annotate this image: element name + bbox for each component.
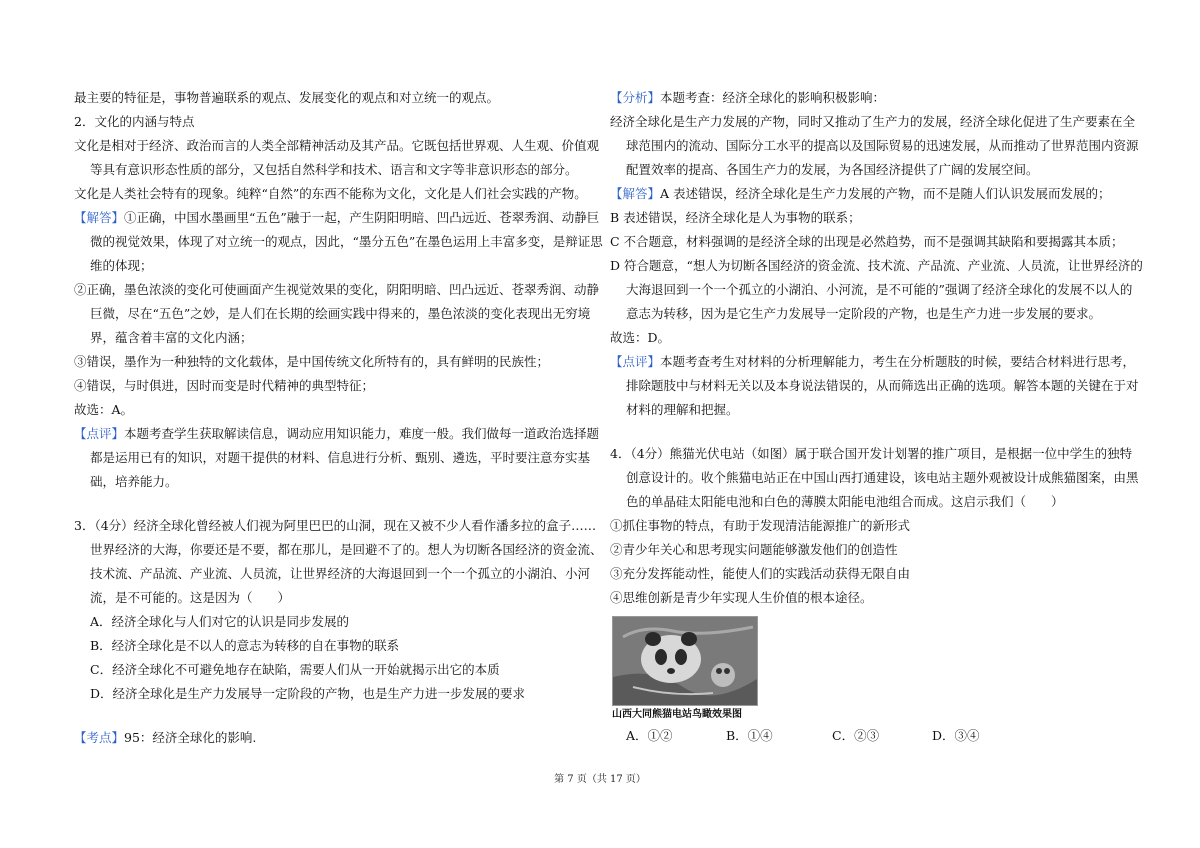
left-paragraph-line [74,278,600,302]
left-paragraph-line [74,182,594,206]
left-paragraph-line [74,206,600,230]
answer-option: C．②③ [832,728,880,743]
question-3-stem-text: 流，是不可能的。这是因为（ ） [90,590,291,605]
left-paragraph-line [74,110,594,134]
left-paragraph-line [74,254,594,278]
answer-option: A．①② [626,728,673,743]
question-4-stem-text: ②青少年关心和思考现实问题能够激发他们的创造性 [610,542,898,557]
left-paragraph-text: 微的视觉效果，体现了对立统一的观点，因此，“墨分五色”在墨色运用上丰富多变，是辩证思 [90,234,603,249]
right-paragraph-line [610,86,1130,110]
left-paragraph-line [74,86,594,110]
left-paragraph-line [74,470,594,494]
section-tag: 【解答】 [610,186,661,201]
right-paragraph-line [610,230,1130,254]
right-paragraph-line [610,254,1143,278]
left-paragraph-text: 文化是相对于经济、政治而言的人类全部精神活动及其产品。它既包括世界观、人生观、价值观 [74,138,600,153]
right-paragraph-line [610,398,1130,422]
left-text-block [74,86,603,494]
right-paragraph-text: B 表述错误，经济全球化是人为事物的联系； [610,210,861,225]
right-paragraph-text: D 符合题意，“想人为切断各国经济的资金流、技术流、产品流、产业流、人员流，让世界经济的 [610,258,1143,273]
right-paragraph-line [610,350,1136,374]
right-paragraph-text: C 不合题意，材料强调的是经济全球的出现是必然趋势，而不是强调其缺陷和要揭露其本质； [610,234,1124,249]
question-3-stem-line [74,586,594,610]
left-paragraph-line [74,350,594,374]
question-3 [74,514,603,610]
section-tag: 【解答】 [74,210,125,225]
left-paragraph-text: 2．文化的内涵与特点 [74,114,195,129]
answer-option: B．经济全球化是不以人的意志为转移的自在事物的联系 [90,638,400,653]
answer-option: D．③④ [932,728,980,743]
question-4-stem-line [610,490,1130,514]
right-paragraph-text: 本题考查考生对材料的分析理解能力，考生在分析题肢的时候，要结合材料进行思考， [660,354,1136,369]
photo-caption: 山西大同熊猫电站鸟瞰效果图 [612,709,742,720]
left-paragraph-text: 础，培养能力。 [90,474,178,489]
left-paragraph-line [74,230,603,254]
left-paragraph-line [74,422,600,446]
left-paragraph-text: 文化是人类社会特有的现象。纯粹“自然”的东西不能称为文化，文化是人们社会实践的产物。 [74,186,587,201]
section-tag: 【点评】 [74,426,125,441]
question-4-options [610,724,1130,748]
right-column [610,86,1143,748]
question-3-stem-line [74,562,594,586]
answer-option: A．经济全球化与人们对它的认识是同步发展的 [90,614,350,629]
question-4 [610,442,1139,610]
answer-option: B．①④ [726,728,773,743]
right-paragraph-line [610,158,1130,182]
question-3-stem-line [74,538,603,562]
left-paragraph-text: 界，蕴含着丰富的文化内涵； [90,330,253,345]
left-paragraph-text: ③错误，墨作为一种独特的文化载体，是中国传统文化所特有的，具有鲜明的民族性； [74,354,550,369]
right-paragraph-text: 配置效率的提高、各国生产力的发展，为各国经济提供了广阔的发展空间。 [626,162,1039,177]
kaodian-text: 95：经济全球化的影响. [124,730,257,745]
right-paragraph-text: 经济全球化是生产力发展的产物，同时又推动了生产力的发展，经济全球化促进了生产要素在全 [610,114,1136,129]
kaodian-line [74,726,594,750]
right-paragraph-line [610,134,1139,158]
panda-station-image [613,617,757,705]
question-4-stem-text: ①抓住事物的特点，有助于发现清洁能源推广的新形式 [610,518,911,533]
right-paragraph-line [610,326,1130,350]
question-4-stem-text: 4．（4分）熊猫光伏电站（如图）属于联合国开发计划署的推广项目，是根据一位中学生的独特 [610,446,1133,461]
left-paragraph-text: 故选：A。 [74,402,134,417]
left-paragraph-text: 最主要的特征是，事物普遍联系的观点、发展变化的观点和对立统一的观点。 [74,90,500,105]
question-4-stem-line [610,514,1130,538]
left-column [74,86,603,750]
left-paragraph-text: 本题考查学生获取解读信息，调动应用知识能力，难度一般。我们做每一道政治选择题 [124,426,600,441]
left-paragraph-text: ④错误，与时俱进，因时而变是时代精神的典型特征； [74,378,375,393]
right-paragraph-text: 材料的理解和把握。 [626,402,739,417]
question-4-stem-text: ④思维创新是青少年实现人生价值的根本途径。 [610,590,873,605]
page-footer: 第 7 页（共 17 页） [554,774,646,785]
question-4-stem-line [610,586,1130,610]
question-4-stem-line [610,538,1130,562]
right-paragraph-text: 大海退回到一个一个孤立的小湖泊、小河流，是不可能的”强调了经济全球化的发展不以人的 [626,282,1133,297]
right-paragraph-text: 意志为转移，因为是它生产力发展导一定阶段的产物，也是生产力进一步发展的要求。 [626,306,1102,321]
section-tag: 【分析】 [610,90,661,105]
right-text-block [610,86,1143,422]
question-3-stem-line [74,514,597,538]
left-paragraph-text: 巨微，尽在“五色”之妙，是人们在长期的绘画实践中得来的，墨色浓淡的变化表现出无穷境 [90,306,591,321]
question-3-stem-text: 技术流、产品流、产业流、人员流，让世界经济的大海退回到一个一个孤立的小湖泊、小河 [90,566,591,581]
question-4-stem-text: ③充分发挥能动性，能使人们的实践活动获得无限自由 [610,566,911,581]
left-paragraph-line [74,374,594,398]
left-paragraph-line [74,326,594,350]
answer-option: C．经济全球化不可避免地存在缺陷，需要人们从一开始就揭示出它的本质 [90,662,500,677]
right-paragraph-line [610,374,1139,398]
left-paragraph-text: ①正确，中国水墨画里“五色”融于一起，产生阴阳明暗、凹凸远近、苍翠秀润、动静巨 [124,210,600,225]
left-paragraph-text: 等具有意识形态性质的部分，又包括自然科学和技术、语言和文字等非意识形态的部分。 [90,162,578,177]
right-paragraph-line [610,206,1130,230]
right-paragraph-text: 故选：D。 [610,330,671,345]
right-paragraph-line [610,278,1133,302]
question-4-stem-line [610,562,1130,586]
right-paragraph-text: 本题考查：经济全球化的影响积极影响： [660,90,886,105]
question-3-stem-text: 3．（4分）经济全球化曾经被人们视为阿里巴巴的山洞，现在又被不少人看作潘多拉的盒子…… [74,518,597,533]
left-paragraph-line [74,398,594,422]
left-paragraph-line [74,134,600,158]
answer-option: D．经济全球化是生产力发展导一定阶段的产物，也是生产力进一步发展的要求 [90,686,526,701]
right-paragraph-line [610,110,1136,134]
question-3-options [74,610,594,706]
left-paragraph-line [74,302,594,326]
kaodian-tag: 【考点】 [74,730,125,745]
section-tag: 【点评】 [610,354,661,369]
right-paragraph-text: A 表述错误，经济全球化是生产力发展的产物，而不是随人们认识发展而发展的； [660,186,1111,201]
right-paragraph-text: 球范围内的流动、国际分工水平的提高以及国际贸易的迅速发展，从而推动了世界范围内资源 [626,138,1139,153]
panda-station-photo [612,616,758,706]
question-4-stem-line [610,442,1133,466]
right-paragraph-line [610,302,1130,326]
left-paragraph-text: 都是运用已有的知识，对题干提供的材料、信息进行分析、甄别、遴选，平时要注意夯实基 [90,450,591,465]
question-4-stem-line [610,466,1139,490]
left-paragraph-text: 维的体现； [90,258,153,273]
left-paragraph-text: ②正确，墨色浓淡的变化可使画面产生视觉效果的变化，阴阳明暗、凹凸远近、苍翠秀润、动静 [74,282,600,297]
question-4-stem-text: 色的单晶硅太阳能电池和白色的薄膜太阳能电池组合而成。这启示我们（ ） [626,494,1064,509]
left-paragraph-line [74,446,594,470]
question-3-stem-text: 世界经济的大海，你要还是不要，都在那儿，是回避不了的。想人为切断各国经济的资金流、 [90,542,603,557]
left-paragraph-line [74,158,594,182]
question-4-stem-text: 创意设计的。收个熊猫电站正在中国山西打通建设，该电站主题外观被设计成熊猫图案，由黑 [626,470,1139,485]
right-paragraph-line [610,182,1130,206]
right-paragraph-text: 排除题肢中与材料无关以及本身说法错误的，从而筛选出正确的选项。解答本题的关键在于对 [626,378,1139,393]
